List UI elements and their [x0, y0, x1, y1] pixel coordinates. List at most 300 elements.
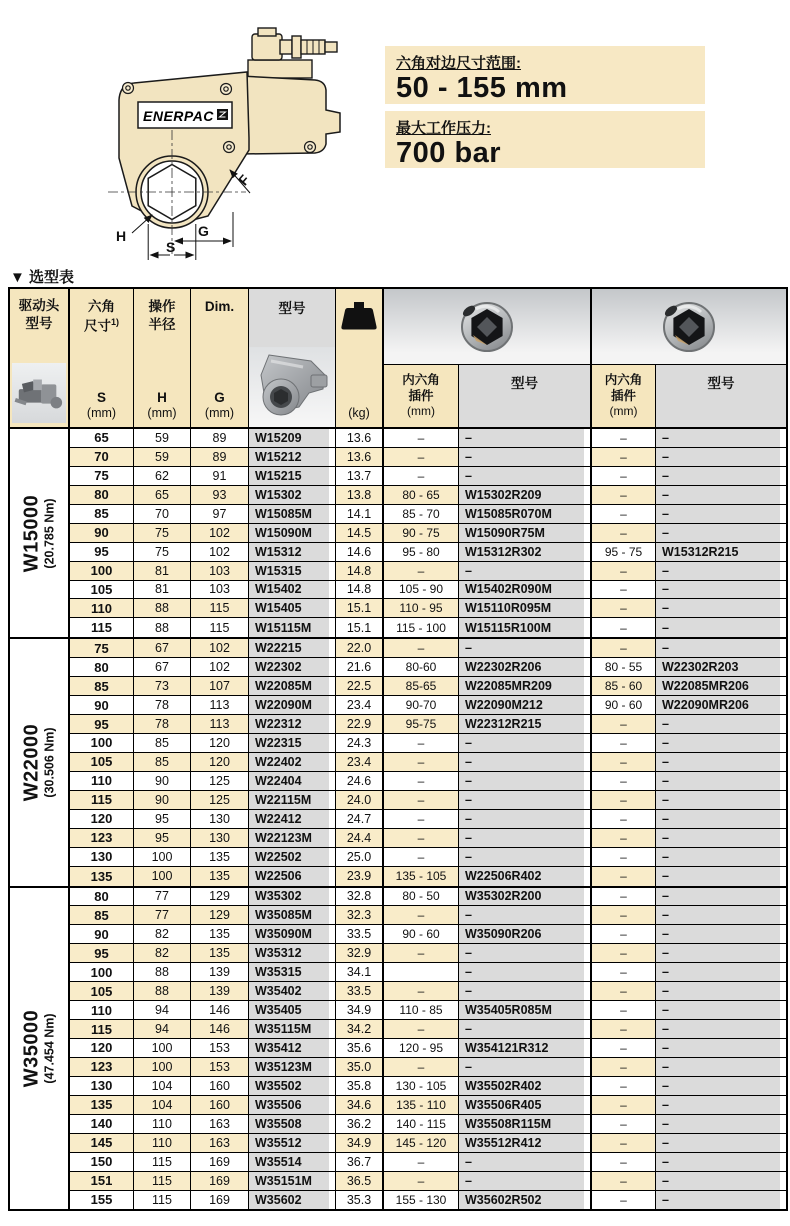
cell-insert-model-2: – — [656, 1001, 786, 1019]
table-row — [70, 1077, 786, 1096]
table-row — [70, 810, 786, 829]
cell-model: W22502 — [249, 848, 336, 866]
selection-table — [8, 287, 788, 1211]
cell-dim-g: 102 — [191, 543, 249, 561]
cell-weight: 36.5 — [336, 1172, 384, 1190]
cell-hex-size: 135 — [70, 1096, 134, 1114]
cell-weight: 34.2 — [336, 1020, 384, 1038]
table-section-W22000 — [10, 637, 786, 885]
cell-insert-model: W35512R412 — [459, 1134, 592, 1152]
cell-dim-g: 135 — [191, 867, 249, 886]
cell-insert-range: 80 - 50 — [384, 888, 459, 906]
cell-hex-size: 123 — [70, 829, 134, 847]
cell-insert-model: – — [459, 1058, 592, 1076]
cell-model: W22506 — [249, 867, 336, 886]
cell-insert-range-2: – — [592, 848, 656, 866]
cell-insert-model: – — [459, 734, 592, 752]
cell-dim-g: 169 — [191, 1172, 249, 1190]
cell-insert-range: – — [384, 753, 459, 771]
cell-insert-model: W15115R100M — [459, 618, 592, 637]
cell-hex-size: 85 — [70, 505, 134, 523]
cell-insert-range: – — [384, 1172, 459, 1190]
cell-insert-model: – — [459, 1153, 592, 1171]
table-row — [70, 524, 786, 543]
cell-weight: 22.9 — [336, 715, 384, 733]
cell-model: W15402 — [249, 581, 336, 599]
cell-dim-g: 107 — [191, 677, 249, 695]
cell-weight: 23.9 — [336, 867, 384, 886]
cell-insert-range: 115 - 100 — [384, 618, 459, 637]
cell-weight: 33.5 — [336, 982, 384, 1000]
cell-insert-model-2: – — [656, 505, 786, 523]
table-row — [70, 1058, 786, 1077]
cell-radius: 100 — [134, 1058, 191, 1076]
cell-hex-size: 95 — [70, 715, 134, 733]
section-label — [10, 639, 70, 885]
cell-insert-range: – — [384, 848, 459, 866]
cell-insert-range-2: – — [592, 639, 656, 657]
table-row — [70, 486, 786, 505]
cell-model: W15209 — [249, 429, 336, 447]
cell-dim-g: 169 — [191, 1153, 249, 1171]
cell-radius: 59 — [134, 429, 191, 447]
dim-label-f: F — [234, 171, 253, 189]
header-dim: Dim. G (mm) — [191, 289, 249, 427]
cell-radius: 88 — [134, 618, 191, 637]
cell-hex-size: 110 — [70, 772, 134, 790]
cell-model: W35402 — [249, 982, 336, 1000]
cell-hex-size: 105 — [70, 982, 134, 1000]
cell-hex-size: 130 — [70, 1077, 134, 1095]
cell-radius: 88 — [134, 982, 191, 1000]
cell-radius: 110 — [134, 1115, 191, 1133]
cell-radius: 67 — [134, 639, 191, 657]
header-insert-group-2 — [592, 289, 786, 427]
section-model: W35000 — [20, 1009, 43, 1088]
cell-radius: 90 — [134, 772, 191, 790]
cell-insert-model: W354121R312 — [459, 1039, 592, 1057]
cell-hex-size: 155 — [70, 1191, 134, 1210]
cell-hex-size: 80 — [70, 888, 134, 906]
cell-weight: 35.6 — [336, 1039, 384, 1057]
cell-dim-g: 120 — [191, 753, 249, 771]
cell-insert-model: W15302R209 — [459, 486, 592, 504]
cell-insert-range-2: – — [592, 505, 656, 523]
cell-insert-model: – — [459, 1020, 592, 1038]
table-row — [70, 734, 786, 753]
cell-weight: 34.6 — [336, 1096, 384, 1114]
cell-dim-g: 102 — [191, 658, 249, 676]
cell-model: W22404 — [249, 772, 336, 790]
cell-dim-g: 169 — [191, 1191, 249, 1210]
cell-insert-range-2: – — [592, 1020, 656, 1038]
cell-insert-range: 135 - 110 — [384, 1096, 459, 1114]
cell-dim-g: 89 — [191, 448, 249, 466]
cell-insert-range: – — [384, 734, 459, 752]
cell-hex-size: 95 — [70, 944, 134, 962]
cell-insert-model-2: W22090MR206 — [656, 696, 786, 714]
cell-model: W35602 — [249, 1191, 336, 1210]
cell-hex-size: 110 — [70, 1001, 134, 1019]
cell-weight: 24.0 — [336, 791, 384, 809]
cell-insert-range-2: 80 - 55 — [592, 658, 656, 676]
cell-weight: 15.1 — [336, 599, 384, 617]
cell-insert-model: – — [459, 944, 592, 962]
cell-dim-g: 146 — [191, 1001, 249, 1019]
table-row — [70, 639, 786, 658]
cell-hex-size: 80 — [70, 486, 134, 504]
cell-dim-g: 135 — [191, 944, 249, 962]
table-title: ▼ 选型表 — [10, 269, 75, 286]
cell-dim-g: 153 — [191, 1039, 249, 1057]
table-section-W35000 — [10, 886, 786, 1210]
cell-model: W35405 — [249, 1001, 336, 1019]
dim-label-g: G — [198, 223, 209, 239]
header-insert-model: 型号 — [459, 365, 590, 427]
table-row — [70, 982, 786, 1001]
cell-insert-range-2: – — [592, 1001, 656, 1019]
cell-insert-range-2: – — [592, 1172, 656, 1190]
cell-hex-size: 105 — [70, 753, 134, 771]
header-radius: 操作 半径 H (mm) — [134, 289, 191, 427]
cell-model: W35302 — [249, 888, 336, 906]
cell-weight: 14.1 — [336, 505, 384, 523]
cell-insert-range-2: – — [592, 867, 656, 886]
cell-insert-model: W35508R115M — [459, 1115, 592, 1133]
cell-radius: 100 — [134, 848, 191, 866]
cell-dim-g: 115 — [191, 599, 249, 617]
cell-hex-size: 100 — [70, 734, 134, 752]
cell-insert-model: – — [459, 1172, 592, 1190]
cell-model: W35085M — [249, 906, 336, 924]
cell-insert-range-2: – — [592, 486, 656, 504]
table-row — [70, 505, 786, 524]
cell-insert-model-2: – — [656, 753, 786, 771]
cell-model: W15212 — [249, 448, 336, 466]
cell-radius: 67 — [134, 658, 191, 676]
cell-insert-model-2: – — [656, 810, 786, 828]
cell-weight: 14.8 — [336, 562, 384, 580]
cell-insert-range-2: – — [592, 581, 656, 599]
cell-insert-model-2: – — [656, 888, 786, 906]
cell-radius: 65 — [134, 486, 191, 504]
cell-insert-model: W22312R215 — [459, 715, 592, 733]
header-insert-group-1 — [384, 289, 592, 427]
table-row — [70, 448, 786, 467]
section-label — [10, 888, 70, 1210]
cell-insert-range: 155 - 130 — [384, 1191, 459, 1210]
cell-weight: 13.6 — [336, 448, 384, 466]
cell-radius: 59 — [134, 448, 191, 466]
cell-dim-g: 130 — [191, 810, 249, 828]
cell-insert-range-2: – — [592, 906, 656, 924]
product-diagram — [12, 26, 374, 276]
cell-model: W22085M — [249, 677, 336, 695]
cell-dim-g: 139 — [191, 963, 249, 981]
cell-insert-range-2: – — [592, 1134, 656, 1152]
cell-insert-model-2: – — [656, 867, 786, 886]
cell-insert-model-2: – — [656, 829, 786, 847]
table-row — [70, 867, 786, 886]
cell-insert-range: 95-75 — [384, 715, 459, 733]
cell-dim-g: 113 — [191, 715, 249, 733]
cell-insert-range: – — [384, 810, 459, 828]
header-hex-size: 六角 尺寸$^{1)}$ S (mm) — [70, 289, 134, 427]
weight-icon — [339, 301, 379, 333]
cell-insert-model-2: – — [656, 429, 786, 447]
cell-insert-model-2: – — [656, 1191, 786, 1210]
cell-hex-size: 75 — [70, 639, 134, 657]
cell-model: W22402 — [249, 753, 336, 771]
cell-radius: 110 — [134, 1134, 191, 1152]
spec-hex-range-label: 六角对边尺寸范围: — [396, 55, 521, 72]
cell-insert-range: – — [384, 429, 459, 447]
cell-insert-range-2: – — [592, 1096, 656, 1114]
cell-weight: 13.8 — [336, 486, 384, 504]
section-torque: (47.454 Nm) — [42, 1013, 57, 1084]
cell-insert-model-2: – — [656, 925, 786, 943]
cell-insert-range-2: 90 - 60 — [592, 696, 656, 714]
cell-insert-model: W22302R206 — [459, 658, 592, 676]
cell-weight: 24.6 — [336, 772, 384, 790]
cell-hex-size: 80 — [70, 658, 134, 676]
cell-radius: 95 — [134, 810, 191, 828]
cell-insert-range: 110 - 85 — [384, 1001, 459, 1019]
cell-weight: 33.5 — [336, 925, 384, 943]
cell-insert-range-2: – — [592, 888, 656, 906]
cell-dim-g: 160 — [191, 1077, 249, 1095]
cell-insert-range: 105 - 90 — [384, 581, 459, 599]
cell-weight: 23.4 — [336, 696, 384, 714]
cell-insert-model-2: – — [656, 1058, 786, 1076]
table-row — [70, 1153, 786, 1172]
cell-radius: 88 — [134, 963, 191, 981]
cell-dim-g: 163 — [191, 1134, 249, 1152]
cell-insert-range — [384, 963, 459, 981]
cell-insert-range-2: – — [592, 1115, 656, 1133]
table-row — [70, 581, 786, 600]
cell-insert-model: W35502R402 — [459, 1077, 592, 1095]
cell-weight: 34.9 — [336, 1001, 384, 1019]
cell-insert-model-2: – — [656, 1039, 786, 1057]
cell-insert-model: W35506R405 — [459, 1096, 592, 1114]
cell-dim-g: 125 — [191, 791, 249, 809]
table-row — [70, 963, 786, 982]
cell-insert-model: W35602R502 — [459, 1191, 592, 1210]
cell-hex-size: 95 — [70, 543, 134, 561]
cell-insert-model: W22090M212 — [459, 696, 592, 714]
cell-model: W15312 — [249, 543, 336, 561]
cell-dim-g: 130 — [191, 829, 249, 847]
cell-model: W15315 — [249, 562, 336, 580]
table-row — [70, 677, 786, 696]
cell-radius: 78 — [134, 715, 191, 733]
cell-radius: 104 — [134, 1096, 191, 1114]
cell-weight: 14.5 — [336, 524, 384, 542]
cell-hex-size: 151 — [70, 1172, 134, 1190]
cell-insert-range: – — [384, 982, 459, 1000]
cell-insert-range-2: – — [592, 618, 656, 637]
socket-insert-photo-2 — [592, 289, 786, 365]
cell-hex-size: 120 — [70, 810, 134, 828]
table-row — [70, 848, 786, 867]
cell-hex-size: 115 — [70, 618, 134, 637]
wrench-head-photo — [249, 347, 335, 427]
cell-hex-size: 145 — [70, 1134, 134, 1152]
cell-insert-model-2: – — [656, 618, 786, 637]
cell-insert-model: – — [459, 810, 592, 828]
cell-insert-model-2: – — [656, 848, 786, 866]
cell-model: W35506 — [249, 1096, 336, 1114]
header-weight: (kg) — [336, 289, 384, 427]
cell-insert-model-2: – — [656, 772, 786, 790]
cell-hex-size: 90 — [70, 696, 134, 714]
cell-dim-g: 120 — [191, 734, 249, 752]
cell-dim-g: 103 — [191, 581, 249, 599]
cell-insert-range: 95 - 80 — [384, 543, 459, 561]
cell-hex-size: 123 — [70, 1058, 134, 1076]
cell-dim-g: 103 — [191, 562, 249, 580]
section-model: W22000 — [20, 723, 43, 802]
cell-insert-range: – — [384, 944, 459, 962]
cell-insert-range-2: – — [592, 562, 656, 580]
cell-insert-range: – — [384, 448, 459, 466]
cell-insert-range: 140 - 115 — [384, 1115, 459, 1133]
section-torque: (30.506 Nm) — [42, 727, 57, 798]
cell-dim-g: 153 — [191, 1058, 249, 1076]
table-row — [70, 543, 786, 562]
table-row — [70, 1172, 786, 1191]
cell-hex-size: 75 — [70, 467, 134, 485]
cell-dim-g: 102 — [191, 639, 249, 657]
header-drive-head-label: 驱动头 型号 — [18, 298, 60, 332]
cell-weight: 36.2 — [336, 1115, 384, 1133]
cell-dim-g: 135 — [191, 848, 249, 866]
cell-model: W15090M — [249, 524, 336, 542]
cell-insert-range-2: – — [592, 772, 656, 790]
cell-insert-model: – — [459, 848, 592, 866]
cell-hex-size: 135 — [70, 867, 134, 886]
cell-radius: 95 — [134, 829, 191, 847]
cell-model: W35514 — [249, 1153, 336, 1171]
cell-weight: 34.1 — [336, 963, 384, 981]
cell-insert-range: – — [384, 772, 459, 790]
cell-dim-g: 91 — [191, 467, 249, 485]
cell-insert-model-2: – — [656, 448, 786, 466]
spec-pressure-box — [385, 111, 705, 168]
table-row — [70, 599, 786, 618]
cell-dim-g: 102 — [191, 524, 249, 542]
cell-insert-range-2: – — [592, 753, 656, 771]
cell-weight: 32.3 — [336, 906, 384, 924]
header-insert-model-2: 型号 — [656, 365, 786, 427]
cell-hex-size: 115 — [70, 1020, 134, 1038]
cell-insert-range-2: – — [592, 791, 656, 809]
cell-insert-range: 90-70 — [384, 696, 459, 714]
cell-radius: 115 — [134, 1172, 191, 1190]
brand-text: ENERPAC — [143, 108, 214, 124]
table-row — [70, 618, 786, 637]
cell-insert-model-2: – — [656, 524, 786, 542]
cell-insert-range-2: – — [592, 982, 656, 1000]
cell-weight: 24.7 — [336, 810, 384, 828]
cell-hex-size: 85 — [70, 906, 134, 924]
table-row — [70, 562, 786, 581]
cell-insert-model-2: – — [656, 982, 786, 1000]
cell-insert-model: W15312R302 — [459, 543, 592, 561]
cell-dim-g: 125 — [191, 772, 249, 790]
cell-insert-model: – — [459, 753, 592, 771]
cell-hex-size: 120 — [70, 1039, 134, 1057]
cell-model: W15405 — [249, 599, 336, 617]
table-row — [70, 906, 786, 925]
cell-weight: 35.0 — [336, 1058, 384, 1076]
cell-weight: 13.7 — [336, 467, 384, 485]
cell-model: W22412 — [249, 810, 336, 828]
socket-insert-photo — [384, 289, 590, 365]
cell-weight: 32.9 — [336, 944, 384, 962]
cell-insert-range-2: 85 - 60 — [592, 677, 656, 695]
cell-dim-g: 146 — [191, 1020, 249, 1038]
table-row — [70, 658, 786, 677]
cell-dim-g: 89 — [191, 429, 249, 447]
cell-insert-model-2: – — [656, 562, 786, 580]
cell-weight: 25.0 — [336, 848, 384, 866]
table-row — [70, 1134, 786, 1153]
table-row — [70, 888, 786, 907]
cell-insert-model-2: – — [656, 963, 786, 981]
cell-hex-size: 90 — [70, 925, 134, 943]
cell-insert-range-2: – — [592, 734, 656, 752]
cell-radius: 81 — [134, 562, 191, 580]
cell-insert-model-2: – — [656, 906, 786, 924]
cell-insert-range-2: – — [592, 810, 656, 828]
cell-insert-range-2: – — [592, 963, 656, 981]
cell-insert-model: – — [459, 639, 592, 657]
cell-insert-range-2: – — [592, 715, 656, 733]
cell-dim-g: 163 — [191, 1115, 249, 1133]
cell-insert-model: W22085MR209 — [459, 677, 592, 695]
cell-radius: 82 — [134, 944, 191, 962]
cell-model: W15085M — [249, 505, 336, 523]
cell-hex-size: 85 — [70, 677, 134, 695]
cell-model: W35512 — [249, 1134, 336, 1152]
cell-insert-range: – — [384, 829, 459, 847]
cell-insert-range: 90 - 60 — [384, 925, 459, 943]
cell-model: W35502 — [249, 1077, 336, 1095]
cell-insert-model-2: – — [656, 715, 786, 733]
cell-insert-range: – — [384, 1153, 459, 1171]
cell-insert-range-2: – — [592, 1191, 656, 1210]
cell-insert-model-2: W15312R215 — [656, 543, 786, 561]
cell-insert-range: 110 - 95 — [384, 599, 459, 617]
table-row — [70, 696, 786, 715]
cell-insert-model: – — [459, 791, 592, 809]
section-model: W15000 — [20, 494, 43, 572]
cell-insert-model-2: – — [656, 1115, 786, 1133]
cell-insert-model-2: – — [656, 1020, 786, 1038]
cell-insert-model: – — [459, 829, 592, 847]
cell-insert-model: W15085R070M — [459, 505, 592, 523]
cell-hex-size: 140 — [70, 1115, 134, 1133]
cell-model: W35123M — [249, 1058, 336, 1076]
cell-radius: 77 — [134, 906, 191, 924]
cell-insert-range: 135 - 105 — [384, 867, 459, 886]
cell-insert-range-2: – — [592, 1058, 656, 1076]
cell-insert-model: – — [459, 772, 592, 790]
dim-label-s: S — [166, 239, 176, 255]
cell-insert-model-2: – — [656, 1134, 786, 1152]
